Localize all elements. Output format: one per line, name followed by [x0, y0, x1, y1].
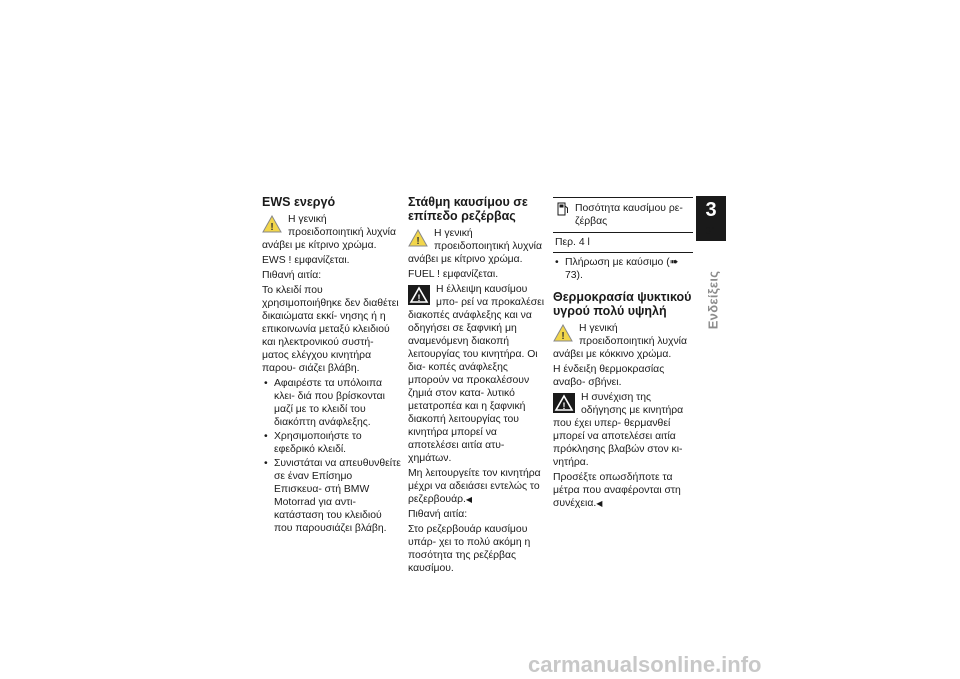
column-ews	[262, 195, 402, 537]
list-item: • Πλήρωση με καύσιμο (➠ 73).	[553, 256, 693, 282]
svg-text:!: !	[562, 401, 566, 411]
spec-value: Περ. 4 l	[555, 237, 590, 248]
warning-note: ! Η γενική προειδοποιητική λυχνία ανάβει με κόκκινο χρώμα.	[553, 323, 687, 360]
cause-text: Στο ρεζερβουάρ καυσίμου υπάρ- χει το πολύ ακόμη η ποσότητα της ρεζέρβας καυσίμου.	[408, 524, 531, 574]
end-mark-icon: ◀	[596, 499, 603, 508]
warning-triangle-icon	[262, 215, 282, 233]
warning-note: ! Η γενική προειδοποιητική λυχνία ανάβει με κίτρινο χρώμα.	[408, 228, 542, 265]
caution-instruction: Μη λειτουργείτε τον κινητήρα μέχρι να αδειάσει εντελώς το ρεζερβουάρ.◀	[408, 468, 541, 505]
spec-row	[553, 198, 693, 233]
page-number: 31	[705, 226, 717, 237]
list-item: • Χρησιμοποιήστε το εφεδρικό κλειδί.	[262, 430, 402, 456]
fuel-message: FUEL ! εμφανίζεται.	[408, 269, 499, 280]
ews-message: EWS ! εμφανίζεται.	[262, 255, 350, 266]
list-item: • Αφαιρέστε τα υπόλοιπα κλει- διά που βρίσκονται μαζί με το κλειδί του διακόπτη ανάφλεξης.	[262, 377, 402, 429]
end-mark-icon: ◀	[465, 495, 473, 504]
svg-text:!: !	[270, 222, 274, 233]
action-list	[262, 377, 402, 535]
svg-text:!: !	[416, 236, 420, 247]
chapter-number: 3	[705, 199, 717, 221]
warning-triangle-icon	[553, 324, 573, 342]
caution-note: ! Η έλλειψη καυσίμου μπο- ρεί να προκαλέσει διακοπές ανάφλεξης και να οδηγήσει σε ξαφνική μη αναμενόμενη διακοπή λειτουργίας του κινητήρα. Οι δια- κοπές ανάφλεξης μπορούν να προκαλέσουν ζημιά στον κατα- λυτικό μετατροπέα και η ξαφνική διακοπή λειτουργίας του κινητήρα μπορεί να αποτελέσει αιτία ατυ- χημάτων.	[408, 284, 545, 464]
heading-fuel-reserve: Στάθμη καυσίμου σε επίπεδο ρεζέρβας	[408, 195, 528, 223]
list-item: • Συνιστάται να απευθυνθείτε σε έναν Επίσημο Επισκευα- στή BMW Motorrad για αντι- κατάσταση του κλειδιού που παρουσιάζει βλάβη.	[262, 457, 402, 535]
spec-label: Ποσότητα καυσίμου ρε- ζέρβας	[575, 203, 683, 227]
possible-cause-label: Πιθανή αιτία:	[408, 509, 468, 520]
possible-cause-label: Πιθανή αιτία:	[262, 270, 322, 281]
caution-instruction: Προσέξτε οπωσδήποτε τα μέτρα που αναφέρονται στη συνέχεια.◀	[553, 472, 681, 509]
watermark: carmanualsonline.info	[528, 652, 762, 677]
heading-coolant-temp: Θερμοκρασία ψυκτικού υγρού πολύ υψηλή	[553, 290, 692, 318]
heading-ews: EWS ενεργό	[262, 195, 336, 209]
cause-text: Το κλειδί που χρησιμοποιήθηκε δεν διαθέτει δικαιώματα εκκί- νησης ή η επικοινωνία μεταξύ κλειδιού και ηλεκτρονικού συστή- ματος ελέγχου κινητήρα παρου- σιάζει βλάβη.	[262, 285, 399, 374]
action-list	[553, 256, 693, 282]
column-fuel-reserve	[408, 195, 548, 577]
caution-note: ! Η συνέχιση της οδήγησης με κινητήρα που έχει υπερ- θερμανθεί μπορεί να αποτελέσει αιτία πρόκλησης βλαβών στον κι- νητήρα.	[553, 392, 684, 468]
svg-text:!: !	[417, 293, 421, 303]
warning-triangle-icon	[408, 229, 428, 247]
caution-triangle-icon	[553, 393, 575, 413]
caution-triangle-icon	[408, 285, 430, 305]
svg-text:!: !	[561, 331, 565, 342]
chapter-title: Ενδείξεις	[705, 270, 721, 330]
spec-table	[553, 197, 693, 253]
temp-indicator-text: Η ένδειξη θερμοκρασίας αναβο- σβήνει.	[553, 364, 665, 388]
fuel-pump-icon	[557, 202, 569, 228]
column-coolant	[553, 195, 693, 512]
warning-note: ! Η γενική προειδοποιητική λυχνία ανάβει με κίτρινο χρώμα.	[262, 214, 396, 251]
